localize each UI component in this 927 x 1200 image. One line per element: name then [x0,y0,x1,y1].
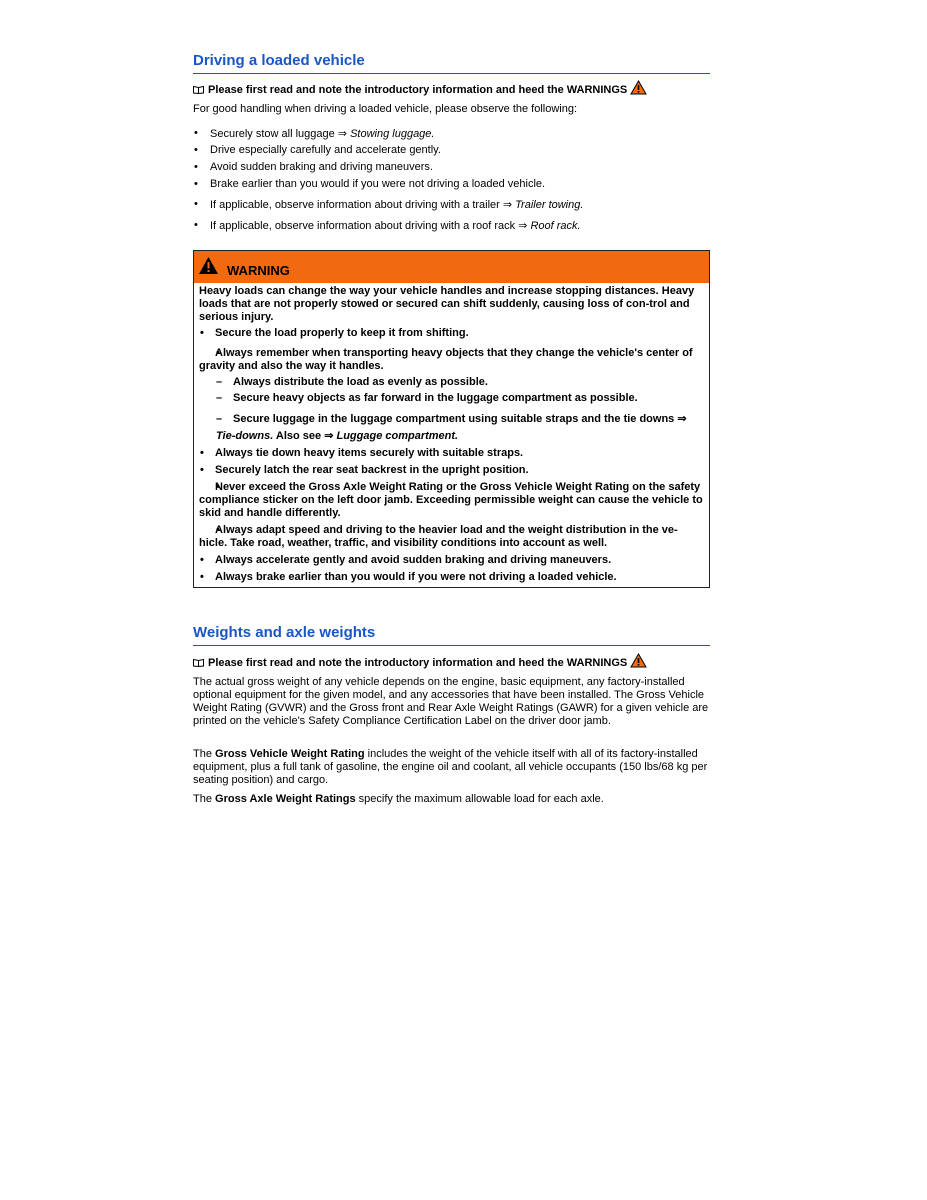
list-item: • Brake earlier than you would if you were not driving a loaded vehicle. [193,178,710,198]
warning-triangle-icon[interactable] [630,653,647,668]
warning-intro: Heavy loads can change the way your vehicle handles and increase stopping distances. Heavy loads that are not properly stowed or secured can shift suddenly, causing loss of con-trol and serious injury. [199,285,695,323]
lead-paragraph: For good handling when driving a loaded vehicle, please observe the following: [193,103,578,115]
warning-header [194,251,709,283]
warning-triangle-icon [198,256,219,275]
warning-triangle-icon[interactable] [630,80,647,95]
warning-bullet: • Always accelerate gently and avoid sudden braking and driving maneuvers. [199,554,705,567]
intro-note [193,655,710,670]
weights-paragraph-3: The Gross Axle Weight Ratings specify the maximum allowable load for each axle. [193,793,604,805]
warning-bullet: • Secure the load properly to keep it from shifting. [199,327,705,340]
warning-bullet: • Always adapt speed and driving to the heavier load and the weight distribution in the ve-hicle. Take road, weather, traffic, and visibility conditions into account as well. [199,524,705,550]
list-item: • Securely stow all luggage ⇒ Stowing luggage. [193,127,710,144]
weights-paragraph-1: The actual gross weight of any vehicle depends on the engine, basic equipment, any factory-installed optional equipment for the given model, and any accessories that have been installed. The Gross Vehicle Weight Rating (GVWR) and the Gross front and Rear Axle Weight Ratings (GAWR) for a given vehicle are printed on the vehicle's Safety Compliance Certification Label on the driver door jamb. [193,676,709,727]
warning-bullet: • Securely latch the rear seat backrest in the upright position. [199,464,705,477]
warning-bullet: • Never exceed the Gross Axle Weight Rating or the Gross Vehicle Weight Rating on the safety compliance sticker on the left door jamb. Exceeding permissible weight can cause the vehicle to skid and handle differently. [199,481,705,520]
cross-reference-link[interactable]: Stowing luggage. [350,128,435,140]
book-icon [193,658,204,667]
warning-box [193,250,710,588]
section-title-loaded-vehicle: Driving a loaded vehicle [193,52,710,74]
section-title-weights: Weights and axle weights [193,624,710,646]
intro-note [193,82,710,97]
list-item: • Drive especially carefully and accelerate gently. [193,144,710,161]
list-item: • Avoid sudden braking and driving maneuvers. [193,161,710,178]
warning-bullet: • Always brake earlier than you would if you were not driving a loaded vehicle. [199,571,705,584]
warning-bullet: • Always tie down heavy items securely with suitable straps. [199,447,705,460]
weights-paragraph-2: The Gross Vehicle Weight Rating includes the weight of the vehicle itself with all of its factory-installed equipment, plus a full tank of gasoline, the engine oil and coolant, all vehicle occupants (150 lbs/68 kg per seating position) and cargo. [193,748,708,786]
warning-bullet: • Always remember when transporting heavy objects that they change the vehicle's center of gravity and also the way it handles. [199,347,705,373]
warning-label: WARNING [227,263,290,278]
intro-note-text: Please first read and note the introductory information and heed the WARNINGS [208,83,628,96]
warning-subitem: – Secure luggage in the luggage compartment using suitable straps and the tie downs ⇒ [216,413,722,426]
cross-reference-link[interactable]: Trailer towing. [515,199,584,211]
warning-subitem: – Secure heavy objects as far forward in the luggage compartment as possible. [216,392,722,405]
warning-subitem-refs: Tie-downs. Also see ⇒ Luggage compartment. [216,430,459,442]
list-item: • If applicable, observe information about driving with a trailer ⇒ Trailer towing. [193,198,710,219]
handling-list [193,127,710,236]
cross-reference-link[interactable]: Roof rack. [530,220,581,232]
list-item: • If applicable, observe information about driving with a roof rack ⇒ Roof rack. [193,219,710,236]
book-icon [193,85,204,94]
warning-subitem: – Always distribute the load as evenly as possible. [216,376,722,389]
cross-reference-link[interactable]: Tie-downs. [216,430,274,442]
intro-note-text: Please first read and note the introductory information and heed the WARNINGS [208,656,628,669]
cross-reference-link[interactable]: Luggage compartment. [336,430,459,442]
